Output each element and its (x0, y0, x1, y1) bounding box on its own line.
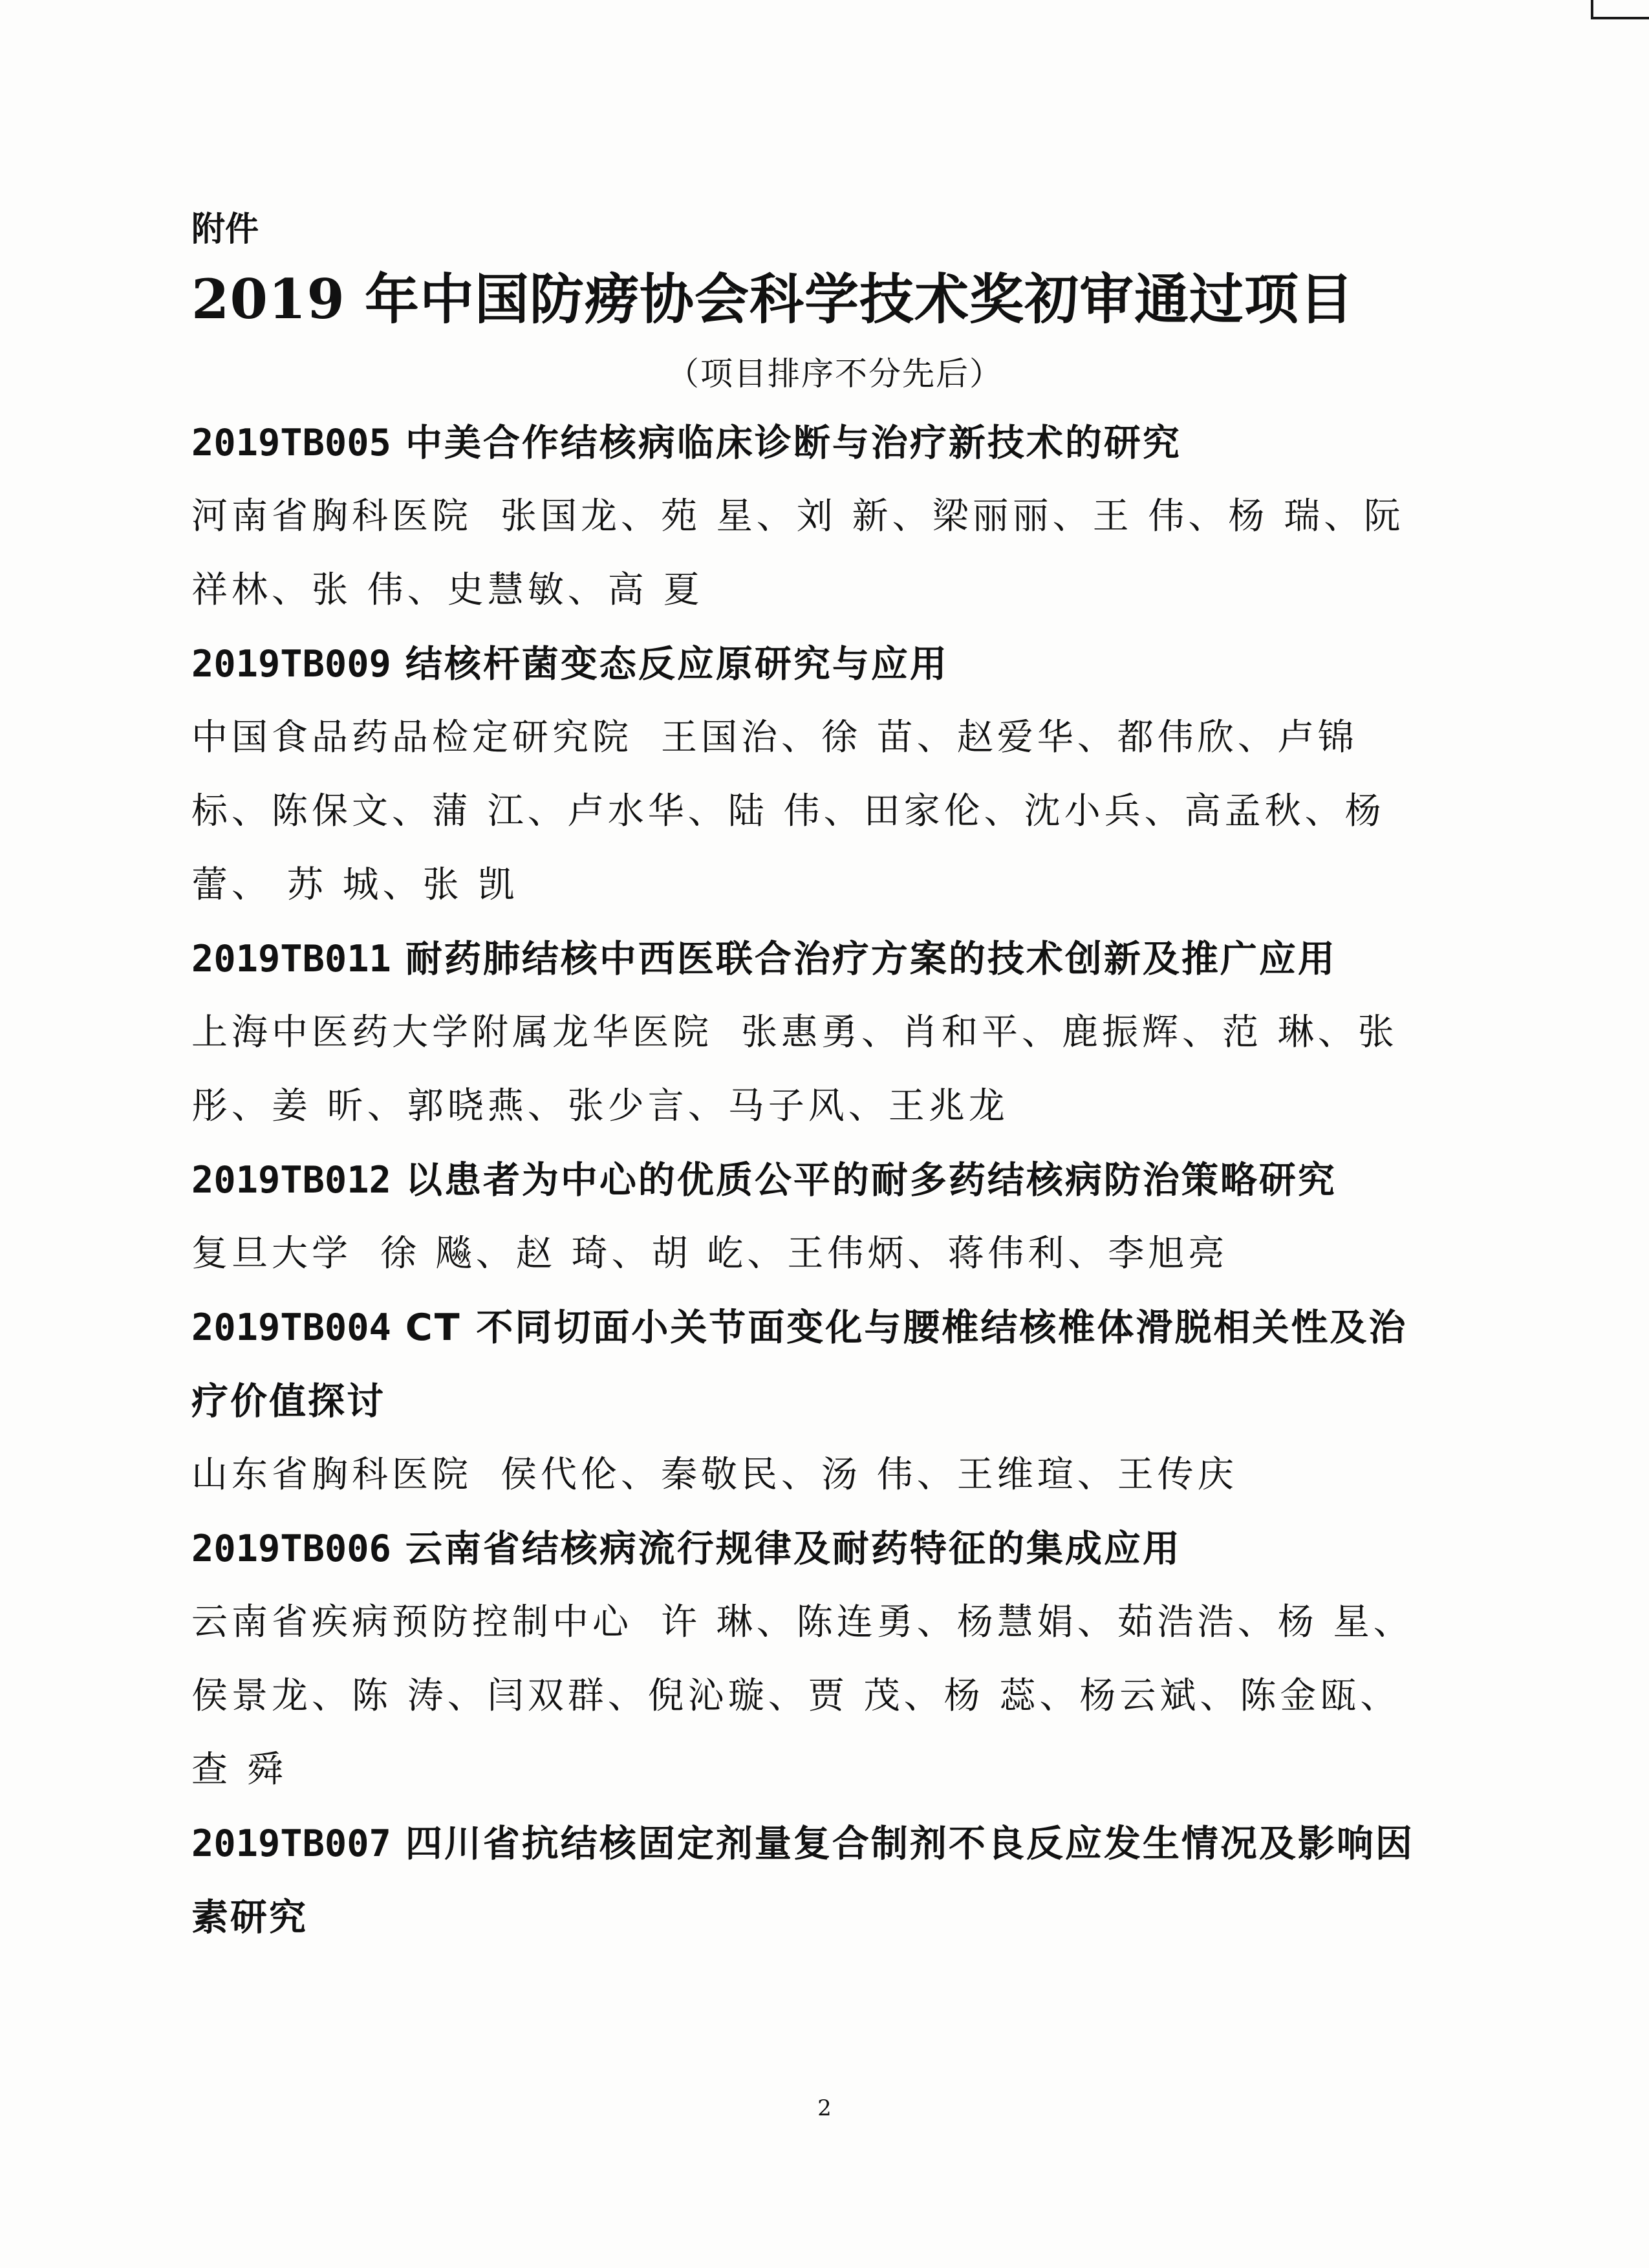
project-institution: 中国食品药品检定研究院 (191, 717, 632, 759)
project-meta (191, 996, 1420, 1143)
project-name: 云南省结核病流行规律及耐药特征的集成应用 (405, 1528, 1181, 1570)
project-title (191, 922, 1420, 996)
project-members: 许 琳、陈连勇、杨慧娟、茹浩浩、杨 星、 侯景龙、陈 涛、闫双群、倪沁璇、贾 茂、杨 蕊、杨云斌、陈金瓯、查 舜 (191, 1601, 1414, 1791)
page-subtitle: （项目排序不分先后） (667, 355, 1003, 393)
attachment-label: 附件 (191, 210, 259, 249)
project-code: 2019TB009 (191, 643, 391, 686)
project-entry (191, 406, 1420, 627)
project-institution: 河南省胸科医院 (191, 495, 472, 537)
project-meta (191, 1438, 1420, 1512)
project-institution: 云南省疾病预防控制中心 (191, 1601, 632, 1643)
project-members: 张惠勇、肖和平、鹿振辉、范 琳、张 彤、姜 昕、郭晓燕、张少言、马子风、王兆龙 (191, 1011, 1398, 1127)
project-title (191, 1291, 1420, 1438)
project-title (191, 406, 1420, 480)
project-title (191, 1512, 1420, 1586)
project-members: 张国龙、苑 星、刘 新、梁丽丽、王 伟、杨 瑞、阮祥林、张 伟、史慧敏、高 夏 (191, 495, 1405, 611)
project-entry (191, 1143, 1420, 1291)
project-title (191, 1143, 1420, 1217)
project-title (191, 627, 1420, 701)
project-meta (191, 1586, 1420, 1807)
project-members: 徐 飚、赵 琦、胡 屹、王伟炳、蒋伟利、李旭亮 (380, 1233, 1229, 1275)
project-meta (191, 1217, 1420, 1291)
project-name: 耐药肺结核中西医联合治疗方案的技术创新及推广应用 (405, 938, 1337, 980)
project-institution: 山东省胸科医院 (191, 1454, 472, 1496)
project-name: 结核杆菌变态反应原研究与应用 (405, 643, 949, 686)
project-entry (191, 922, 1420, 1143)
project-name: 四川省抗结核固定剂量复合制剂不良反应发生情况及影响因素研究 (191, 1822, 1414, 1939)
project-code: 2019TB006 (191, 1528, 391, 1570)
document-content (191, 206, 1420, 1954)
project-code: 2019TB007 (191, 1822, 391, 1865)
project-code: 2019TB011 (191, 938, 391, 980)
project-meta (191, 701, 1420, 922)
project-institution: 复旦大学 (191, 1233, 352, 1275)
scan-corner-mark (1591, 0, 1649, 19)
project-title (191, 1807, 1420, 1954)
project-institution: 上海中医药大学附属龙华医院 (191, 1011, 713, 1053)
project-entry (191, 1291, 1420, 1512)
project-entry (191, 1807, 1420, 1954)
project-code: 2019TB012 (191, 1159, 391, 1202)
page-title: 2019 年中国防痨协会科学技术奖初审通过项目 (191, 267, 1355, 331)
project-code: 2019TB004 (191, 1306, 391, 1349)
project-code: 2019TB005 (191, 422, 391, 464)
project-meta (191, 480, 1420, 627)
project-members: 王国治、徐 苗、赵爱华、都伟欣、卢锦标、陈保文、蒲 江、卢水华、陆 伟、田家伦、沈小兵、高孟秋、杨 蕾、 苏 城、张 凯 (191, 717, 1385, 906)
project-members: 侯代伦、秦敬民、汤 伟、王维瑄、王传庆 (501, 1454, 1238, 1496)
project-name: 中美合作结核病临床诊断与治疗新技术的研究 (405, 422, 1181, 464)
project-name: CT 不同切面小关节面变化与腰椎结核椎体滑脱相关性及治疗价值探讨 (191, 1306, 1408, 1423)
project-name: 以患者为中心的优质公平的耐多药结核病防治策略研究 (405, 1159, 1337, 1202)
project-entry (191, 1512, 1420, 1807)
page-number: 2 (817, 2095, 832, 2121)
project-entry (191, 627, 1420, 922)
